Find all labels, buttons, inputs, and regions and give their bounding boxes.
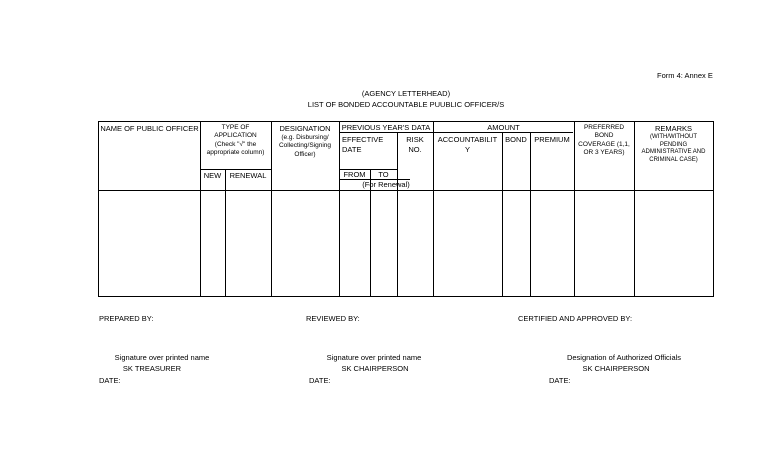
date-label-3: DATE:	[549, 376, 571, 385]
col-accountability-header: ACCOUNTABILIT Y	[437, 135, 498, 154]
col-previous-year-header: PREVIOUS YEAR'S DATA	[341, 123, 431, 132]
certified-by-label: CERTIFIED AND APPROVED BY:	[518, 314, 633, 323]
reviewed-by-label: REVIEWED BY:	[306, 314, 360, 323]
for-renewal-note: (For Renewal)	[362, 180, 410, 189]
bonded-officers-table	[98, 121, 714, 297]
col-designation-header: DESIGNATION (e.g. Disbursing/ Collecting/Signing Officer)	[278, 124, 332, 158]
role-chairperson-1: SK CHAIRPERSON	[341, 364, 409, 373]
form-reference: Form 4: Annex E	[657, 71, 713, 80]
agency-letterhead: (AGENCY LETTERHEAD)	[361, 89, 451, 98]
col-amount-header: AMOUNT	[487, 123, 520, 132]
col-effective-date-header: EFFECTIVE DATE	[342, 135, 384, 154]
col-preferred-coverage-header: PREFERRED BOND COVERAGE (1,1, OR 3 YEARS)	[578, 124, 630, 157]
col-remarks-header: REMARKS (WITH/WITHOUT PENDING ADMINISTRATIVE AND CRIMINAL CASE)	[641, 124, 706, 164]
signature-line-3: Designation of Authorized Officials	[566, 353, 682, 362]
col-premium-header: PREMIUM	[534, 135, 570, 144]
form-title: LIST OF BONDED ACCOUNTABLE PUUBLIC OFFICER/S	[307, 100, 505, 109]
col-name-header: NAME OF PUBLIC OFFICER	[100, 124, 199, 133]
col-from-header: FROM	[343, 170, 366, 179]
col-bond-header: BOND	[505, 135, 527, 144]
date-label-1: DATE:	[99, 376, 121, 385]
col-to-header: TO	[378, 170, 389, 179]
divider	[502, 132, 503, 297]
col-risk-no-header: RISK NO.	[406, 135, 424, 154]
role-chairperson-2: SK CHAIRPERSON	[582, 364, 650, 373]
divider	[200, 169, 271, 170]
col-renewal-header: RENEWAL	[229, 171, 267, 180]
signature-line-2: Signature over printed name	[326, 353, 422, 362]
col-new-header: NEW	[203, 171, 222, 180]
divider	[530, 132, 531, 297]
divider	[99, 190, 713, 191]
date-label-2: DATE:	[309, 376, 331, 385]
signature-line-1: Signature over printed name	[114, 353, 210, 362]
col-type-application-header: TYPE OF APPLICATION (Check "√" the appropriate column)	[206, 124, 265, 157]
role-treasurer: SK TREASURER	[122, 364, 182, 373]
prepared-by-label: PREPARED BY:	[99, 314, 154, 323]
divider	[397, 132, 398, 297]
divider	[225, 169, 226, 297]
